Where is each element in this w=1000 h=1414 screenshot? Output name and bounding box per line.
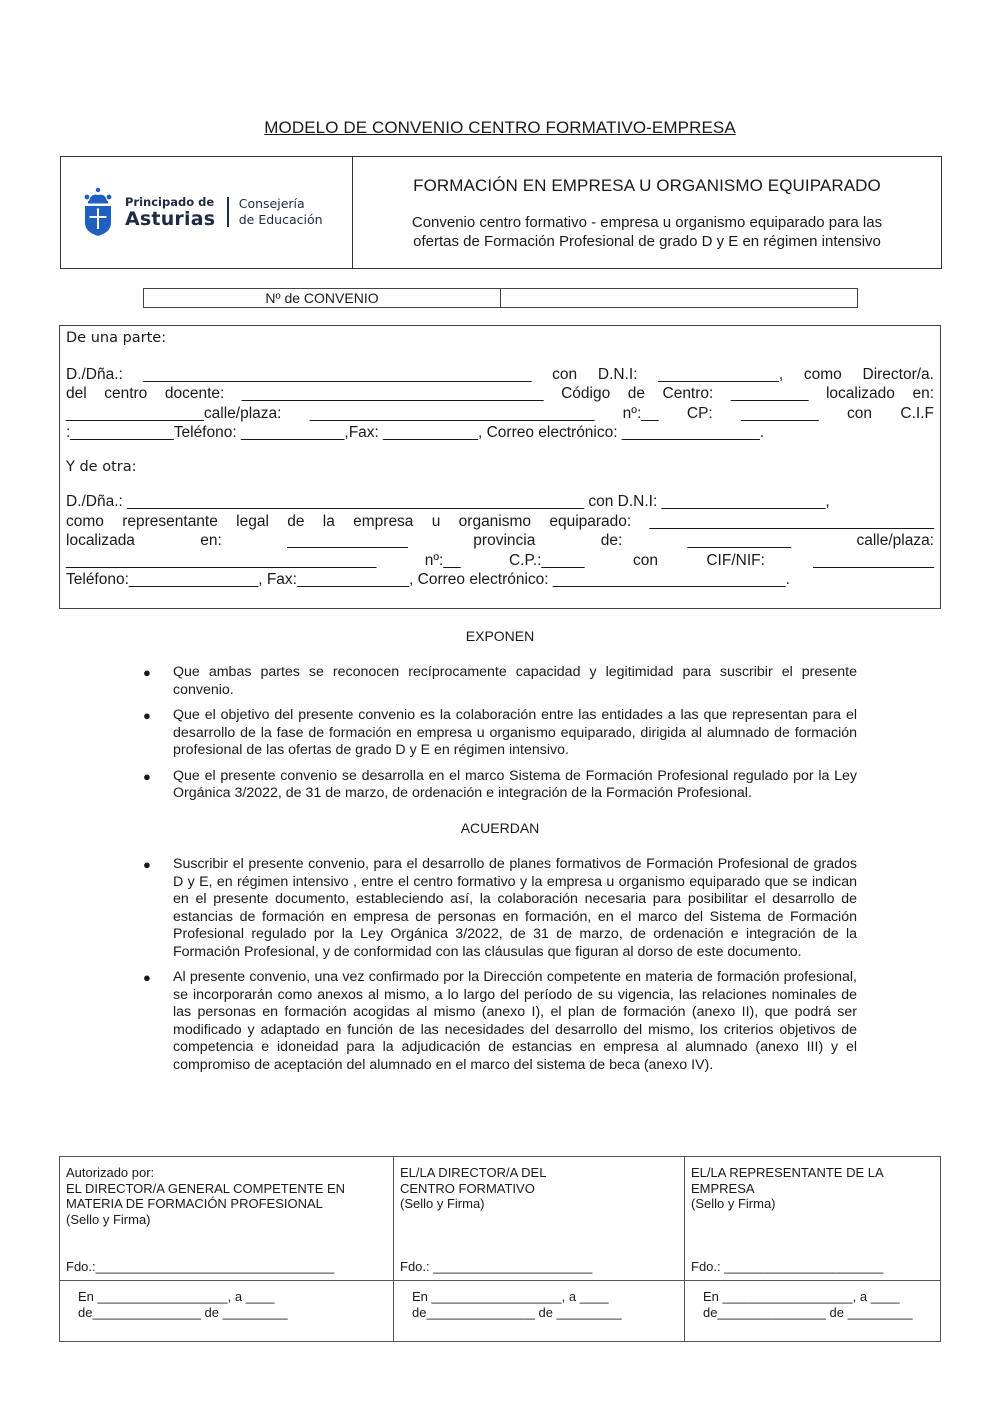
convenio-number-label: Nº de CONVENIO xyxy=(144,289,501,307)
date-place-line[interactable]: En __________________, a ____ xyxy=(78,1289,275,1304)
signature-role-line: Autorizado por: xyxy=(66,1165,155,1180)
signature-stamp-note: (Sello y Firma) xyxy=(400,1196,485,1211)
brand-line1: Principado de xyxy=(125,194,215,209)
signature-role-line: EL DIRECTOR/A GENERAL COMPETENTE EN xyxy=(66,1180,346,1196)
second-party-line[interactable]: D./Dña.: _____________________________________________________ con D.N.I: ___________________, xyxy=(66,493,830,510)
header-title-cell xyxy=(353,157,941,268)
asturias-coat-of-arms-icon xyxy=(83,187,113,237)
list-item: ● Que el objetivo del presente convenio es la colaboración entre las entidades a las que representan para el desarrollo de la fase de formación en empresa u organismo equiparado, dirigida al alumnado de formación profesional de las ofertas de grado D y E en régimen intensivo. xyxy=(143,707,857,758)
brand-line2: Asturias xyxy=(125,207,216,230)
header-box xyxy=(60,156,942,269)
date-place-line[interactable]: En __________________, a ____ xyxy=(703,1289,900,1304)
dept-line2: de Educación xyxy=(238,212,323,227)
parties-box xyxy=(59,325,941,609)
bullet-icon: ● xyxy=(143,708,151,723)
signature-field[interactable]: Fdo.: ______________________ xyxy=(691,1258,884,1274)
list-item: ● Que ambas partes se reconocen recíprocamente capacidad y legitimidad para suscribir el presente convenio. xyxy=(143,664,857,698)
subheading-line1: Convenio centro formativo - empresa u organismo equiparado para las xyxy=(411,214,883,231)
date-month-year-line[interactable]: de_______________ de _________ xyxy=(412,1304,622,1320)
signature-role-line: EMPRESA xyxy=(691,1180,755,1196)
bullet-icon: ● xyxy=(143,970,151,985)
date-cell[interactable] xyxy=(685,1281,940,1341)
signature-role-line: MATERIA DE FORMACIÓN PROFESIONAL xyxy=(66,1196,323,1211)
signature-role-line: EL/LA DIRECTOR/A DEL xyxy=(400,1165,547,1180)
signature-stamp-note: (Sello y Firma) xyxy=(691,1196,776,1211)
second-party-line[interactable]: como representante legal de la empresa u organismo equiparado: _________________________________ xyxy=(66,512,934,530)
exponen-heading: EXPONEN xyxy=(465,628,535,644)
document-title: MODELO DE CONVENIO CENTRO FORMATIVO-EMPRESA xyxy=(264,118,736,137)
second-party-line[interactable]: Teléfono:_______________, Fax:_____________, Correo electrónico: ___________________________. xyxy=(66,571,790,588)
first-party-line[interactable]: :____________Teléfono: ____________,Fax: ___________, Correo electrónico: ________________. xyxy=(66,424,765,441)
signature-field[interactable]: Fdo.: ______________________ xyxy=(400,1258,593,1274)
bullet-icon: ● xyxy=(143,665,151,680)
list-item: ● Que el presente convenio se desarrolla en el marco Sistema de Formación Profesional regulado por la Ley Orgánica 3/2022, de 31 de marzo, de ordenación e integración de la Formación Profesional. xyxy=(143,767,857,801)
date-month-year-line[interactable]: de_______________ de _________ xyxy=(78,1304,288,1320)
subheading-line2: ofertas de Formación Profesional de grado D y E en régimen intensivo xyxy=(413,233,881,250)
header-heading: FORMACIÓN EN EMPRESA U ORGANISMO EQUIPARADO xyxy=(413,176,881,195)
first-party-line[interactable]: D./Dña.: _____________________________________________ con D.N.I: ______________, como Director/a. xyxy=(66,365,934,383)
logo-cell xyxy=(61,157,353,268)
second-party-line[interactable]: ____________________________________ nº:__ C.P.:_____ con CIF/NIF: ______________ xyxy=(66,551,934,569)
list-item: ● Suscribir el presente convenio, para el desarrollo de planes formativos de Formación Profesional de grados D y E, en régimen intensivo , entre el centro formativo y la empresa u organismo equiparado que se indican en el presente documento, estableciendo así, la colaboración necesaria para posibilitar el desarrollo de estancias de formación en empresa de personas en formación, en el marco del Sistema de Formación Profesional regulado por la Ley Orgánica 3/2022, de 31 de marzo, de ordenación e integración de la Formación Profesional, y de conformidad con las cláusulas que figuran al dorso de este documento. xyxy=(143,856,857,960)
list-item: ● Al presente convenio, una vez confirmado por la Dirección competente en materia de formación profesional, se incorporarán como anexos al mismo, a lo largo del período de su vigencia, las relaciones nominales de las personas en formación acogidas al mismo (anexo I), el plan de formación (anexo II), que podrá ser modificado y adaptado en función de las necesidades del desarrollo del mismo, los criterios objetivos de competencia e idoneidad para la adjudicación de estancias en empresa al alumnado (anexo III) y el compromiso de aceptación del alumnado en el marco del sistema de beca (anexo IV). xyxy=(143,969,857,1073)
department-text xyxy=(239,196,323,228)
convenio-number-table xyxy=(143,288,858,308)
second-party-line[interactable]: localizada en: ______________ provincia de: ____________ calle/plaza: xyxy=(66,532,934,549)
bullet-icon: ● xyxy=(143,768,151,784)
signature-field[interactable]: Fdo.:_________________________________ xyxy=(66,1258,335,1274)
date-month-year-line[interactable]: de_______________ de _________ xyxy=(703,1304,913,1320)
date-place-line[interactable]: En __________________, a ____ xyxy=(412,1289,609,1304)
acuerdan-heading: ACUERDAN xyxy=(460,820,540,836)
acuerdan-list xyxy=(142,856,857,1082)
first-party-label: De una parte: xyxy=(66,330,167,346)
signature-cell-director-general xyxy=(60,1157,394,1281)
signature-stamp-note: (Sello y Firma) xyxy=(66,1211,151,1227)
signature-cell-company-representative xyxy=(685,1157,940,1281)
logo-divider xyxy=(227,197,229,227)
dept-line1: Consejería xyxy=(238,196,305,211)
signature-role-line: CENTRO FORMATIVO xyxy=(400,1180,535,1196)
exponen-list xyxy=(142,664,857,811)
bullet-icon: ● xyxy=(143,857,151,872)
second-party-label: Y de otra: xyxy=(66,458,137,475)
date-cell[interactable] xyxy=(60,1281,394,1341)
first-party-line[interactable]: ________________calle/plaza: _________________________________ nº:__ CP: _________ con C.I.F xyxy=(66,404,934,422)
asturias-logo xyxy=(83,187,323,237)
date-cell[interactable] xyxy=(394,1281,685,1341)
signature-cell-centre-director xyxy=(394,1157,685,1281)
brand-text xyxy=(125,196,215,229)
first-party-line[interactable]: del centro docente: ___________________________________ Código de Centro: _________ localizado en: xyxy=(66,385,934,402)
signature-table xyxy=(59,1156,941,1342)
header-subheading xyxy=(353,213,941,251)
convenio-number-field[interactable] xyxy=(501,289,857,307)
signature-role-line: EL/LA REPRESENTANTE DE LA xyxy=(691,1165,884,1180)
